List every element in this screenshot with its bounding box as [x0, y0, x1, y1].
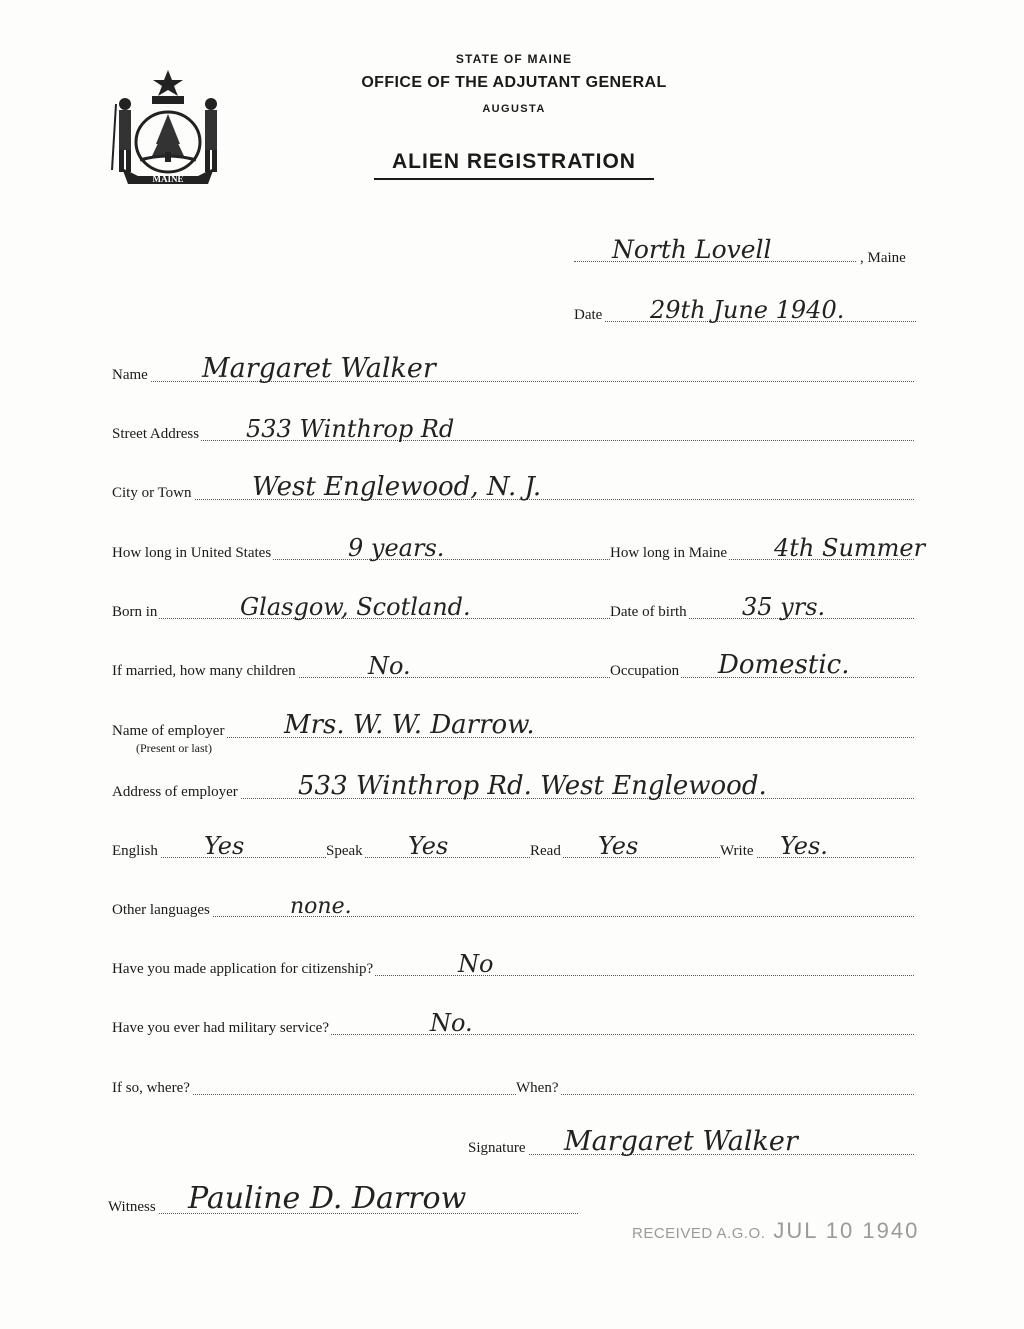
signature-value: Margaret Walker — [564, 1126, 798, 1157]
write-label: Write — [720, 843, 754, 859]
other-languages-value: none. — [290, 894, 352, 919]
military-service-value: No. — [430, 1009, 473, 1037]
employer-sublabel: (Present or last) — [136, 741, 212, 755]
read-field — [530, 832, 720, 862]
city-label: City or Town — [112, 485, 192, 501]
employer-field — [112, 710, 914, 742]
when-field — [516, 1073, 914, 1099]
military-service-field — [112, 1009, 914, 1039]
employer-value: Mrs. W. W. Darrow. — [284, 710, 535, 740]
city-field — [112, 472, 914, 504]
seal-banner-text: MAINE — [152, 174, 184, 184]
citizenship-value: No — [458, 950, 494, 978]
citizenship-label: Have you made application for citizenship? — [112, 961, 374, 977]
how-long-us-label: How long in United States — [112, 545, 272, 561]
employer-address-label: Address of employer — [112, 784, 238, 800]
name-value: Margaret Walker — [202, 353, 436, 384]
employer-address-field — [112, 771, 914, 803]
form-title: ALIEN REGISTRATION — [392, 150, 636, 173]
date-of-birth-value: 35 yrs. — [742, 593, 826, 621]
street-address-value: 533 Winthrop Rd — [246, 415, 455, 443]
occupation-label: Occupation — [610, 663, 680, 679]
occupation-field — [610, 650, 914, 682]
speak-value: Yes — [408, 832, 449, 860]
speak-field — [326, 832, 530, 862]
received-stamp — [632, 1218, 919, 1244]
name-field — [112, 353, 914, 386]
employer-address-value: 533 Winthrop Rd. West Englewood. — [298, 771, 767, 801]
english-label: English — [112, 843, 158, 859]
office-heading: OFFICE OF THE ADJUTANT GENERAL — [361, 74, 667, 91]
children-label: If married, how many children — [112, 663, 296, 679]
signature-field — [468, 1126, 914, 1159]
signature-label: Signature — [468, 1140, 526, 1156]
how-long-maine-label: How long in Maine — [610, 545, 728, 561]
town-suffix: , Maine — [860, 250, 906, 266]
read-label: Read — [530, 843, 561, 859]
date-label: Date — [574, 307, 603, 323]
how-long-maine-field — [610, 534, 926, 564]
town-field — [574, 235, 856, 266]
street-address-label: Street Address — [112, 426, 200, 442]
occupation-value: Domestic. — [718, 650, 850, 680]
military-service-label: Have you ever had military service? — [112, 1020, 329, 1036]
speak-label: Speak — [326, 843, 363, 859]
date-of-birth-label: Date of birth — [610, 604, 687, 620]
born-in-value: Glasgow, Scotland. — [240, 593, 471, 621]
employer-label: Name of employer — [112, 723, 225, 739]
title-underline — [374, 178, 654, 180]
english-field — [112, 832, 326, 862]
town-value: North Lovell — [612, 235, 772, 264]
received-stamp-date: JUL 10 1940 — [773, 1218, 920, 1243]
where-label: If so, where? — [112, 1080, 190, 1096]
witness-field — [108, 1181, 578, 1218]
citizenship-field — [112, 950, 914, 980]
street-address-field — [112, 415, 914, 445]
name-label: Name — [112, 367, 148, 383]
received-stamp-text: RECEIVED A.G.O. — [632, 1225, 766, 1242]
how-long-maine-value: 4th Summer — [774, 534, 926, 562]
date-of-birth-field — [610, 593, 914, 623]
other-languages-label: Other languages — [112, 902, 210, 918]
city-heading: AUGUSTA — [482, 103, 546, 115]
when-label: When? — [516, 1080, 559, 1096]
born-in-label: Born in — [112, 604, 158, 620]
state-heading: STATE OF MAINE — [455, 52, 573, 66]
where-field — [112, 1073, 516, 1099]
city-value: West Englewood, N. J. — [252, 472, 542, 502]
write-value: Yes. — [780, 832, 828, 860]
born-in-field — [112, 593, 610, 623]
children-value: No. — [368, 652, 411, 680]
other-languages-field — [112, 895, 914, 921]
witness-value: Pauline D. Darrow — [188, 1181, 467, 1216]
children-field — [112, 652, 610, 682]
witness-label: Witness — [108, 1199, 156, 1215]
how-long-us-field — [112, 534, 610, 564]
write-field — [720, 832, 914, 862]
date-field — [574, 296, 916, 326]
date-value: 29th June 1940. — [650, 296, 845, 324]
how-long-us-value: 9 years. — [348, 534, 445, 562]
english-value: Yes — [204, 832, 245, 860]
read-value: Yes — [598, 832, 639, 860]
